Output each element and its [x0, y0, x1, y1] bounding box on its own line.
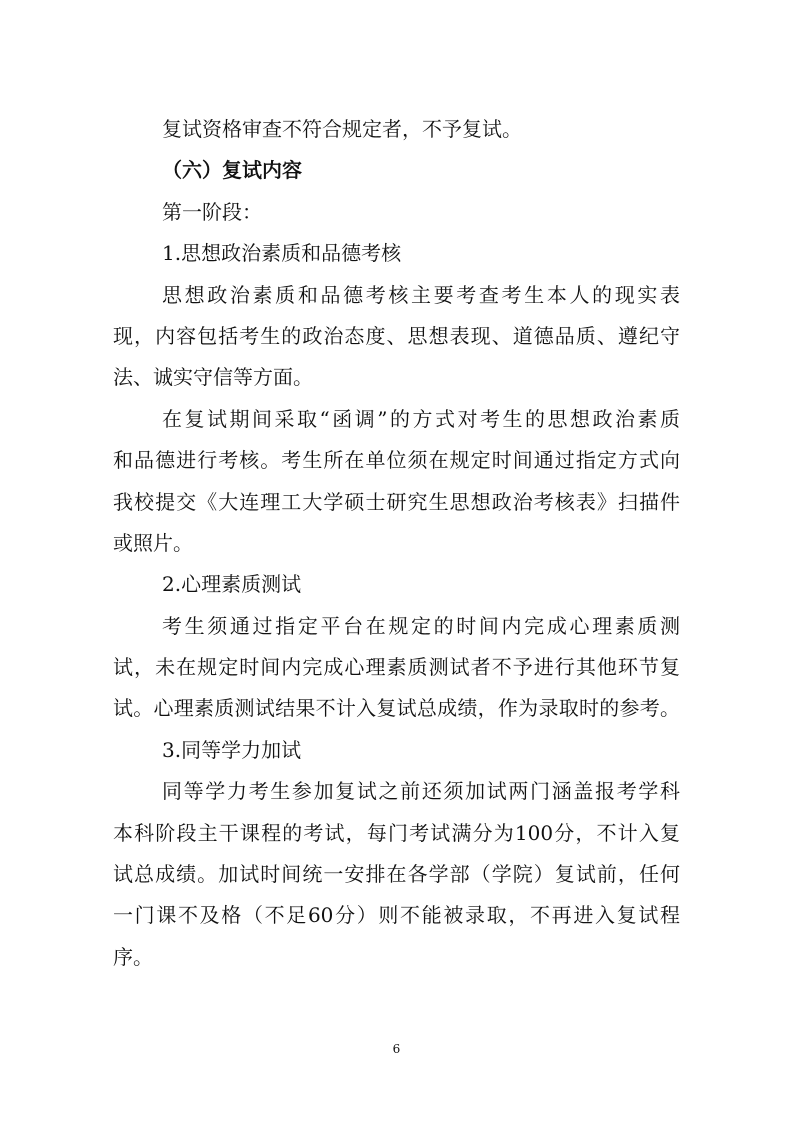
paragraph-line: 在复试期间采取“函调”的方式对考生的思想政治素质: [162, 406, 680, 431]
paragraph-line: 同等学力考生参加复试之前还须加试两门涵盖报考学科: [162, 779, 680, 804]
item-heading: 3.同等学力加试: [162, 737, 302, 762]
item-heading: 1.思想政治素质和品德考核: [162, 241, 402, 266]
paragraph-line: 复试资格审查不符合规定者，不予复试。: [162, 117, 522, 141]
paragraph-line: 试总成绩。加试时间统一安排在各学部（学院）复试前，任何: [113, 862, 680, 887]
paragraph-line: 本科阶段主干课程的考试，每门考试满分为100分，不计入复: [113, 820, 680, 845]
section-heading: （六）复试内容: [162, 158, 302, 183]
paragraph-line: 序。: [113, 944, 153, 969]
paragraph-line: 和品德进行考核。考生所在单位须在规定时间通过指定方式向: [113, 448, 680, 473]
paragraph-line: 或照片。: [113, 530, 193, 555]
page-number: 6: [392, 1042, 401, 1056]
item-heading: 2.心理素质测试: [162, 572, 302, 597]
document-body: [113, 109, 680, 978]
paragraph-line: 试。心理素质测试结果不计入复试总成绩，作为录取时的参考。: [113, 696, 680, 721]
paragraph-line: 我校提交《大连理工大学硕士研究生思想政治考核表》扫描件: [113, 489, 680, 514]
paragraph-line: 考生须通过指定平台在规定的时间内完成心理素质测: [162, 613, 680, 638]
paragraph-line: 思想政治素质和品德考核主要考查考生本人的现实表: [162, 282, 680, 307]
stage-label: 第一阶段：: [162, 199, 262, 224]
paragraph-line: 一门课不及格（不足60分）则不能被录取，不再进入复试程: [113, 903, 680, 928]
paragraph-line: 试，未在规定时间内完成心理素质测试者不予进行其他环节复: [113, 655, 680, 680]
paragraph-line: 法、诚实守信等方面。: [113, 365, 313, 390]
paragraph-line: 现，内容包括考生的政治态度、思想表现、道德品质、遵纪守: [113, 323, 680, 348]
